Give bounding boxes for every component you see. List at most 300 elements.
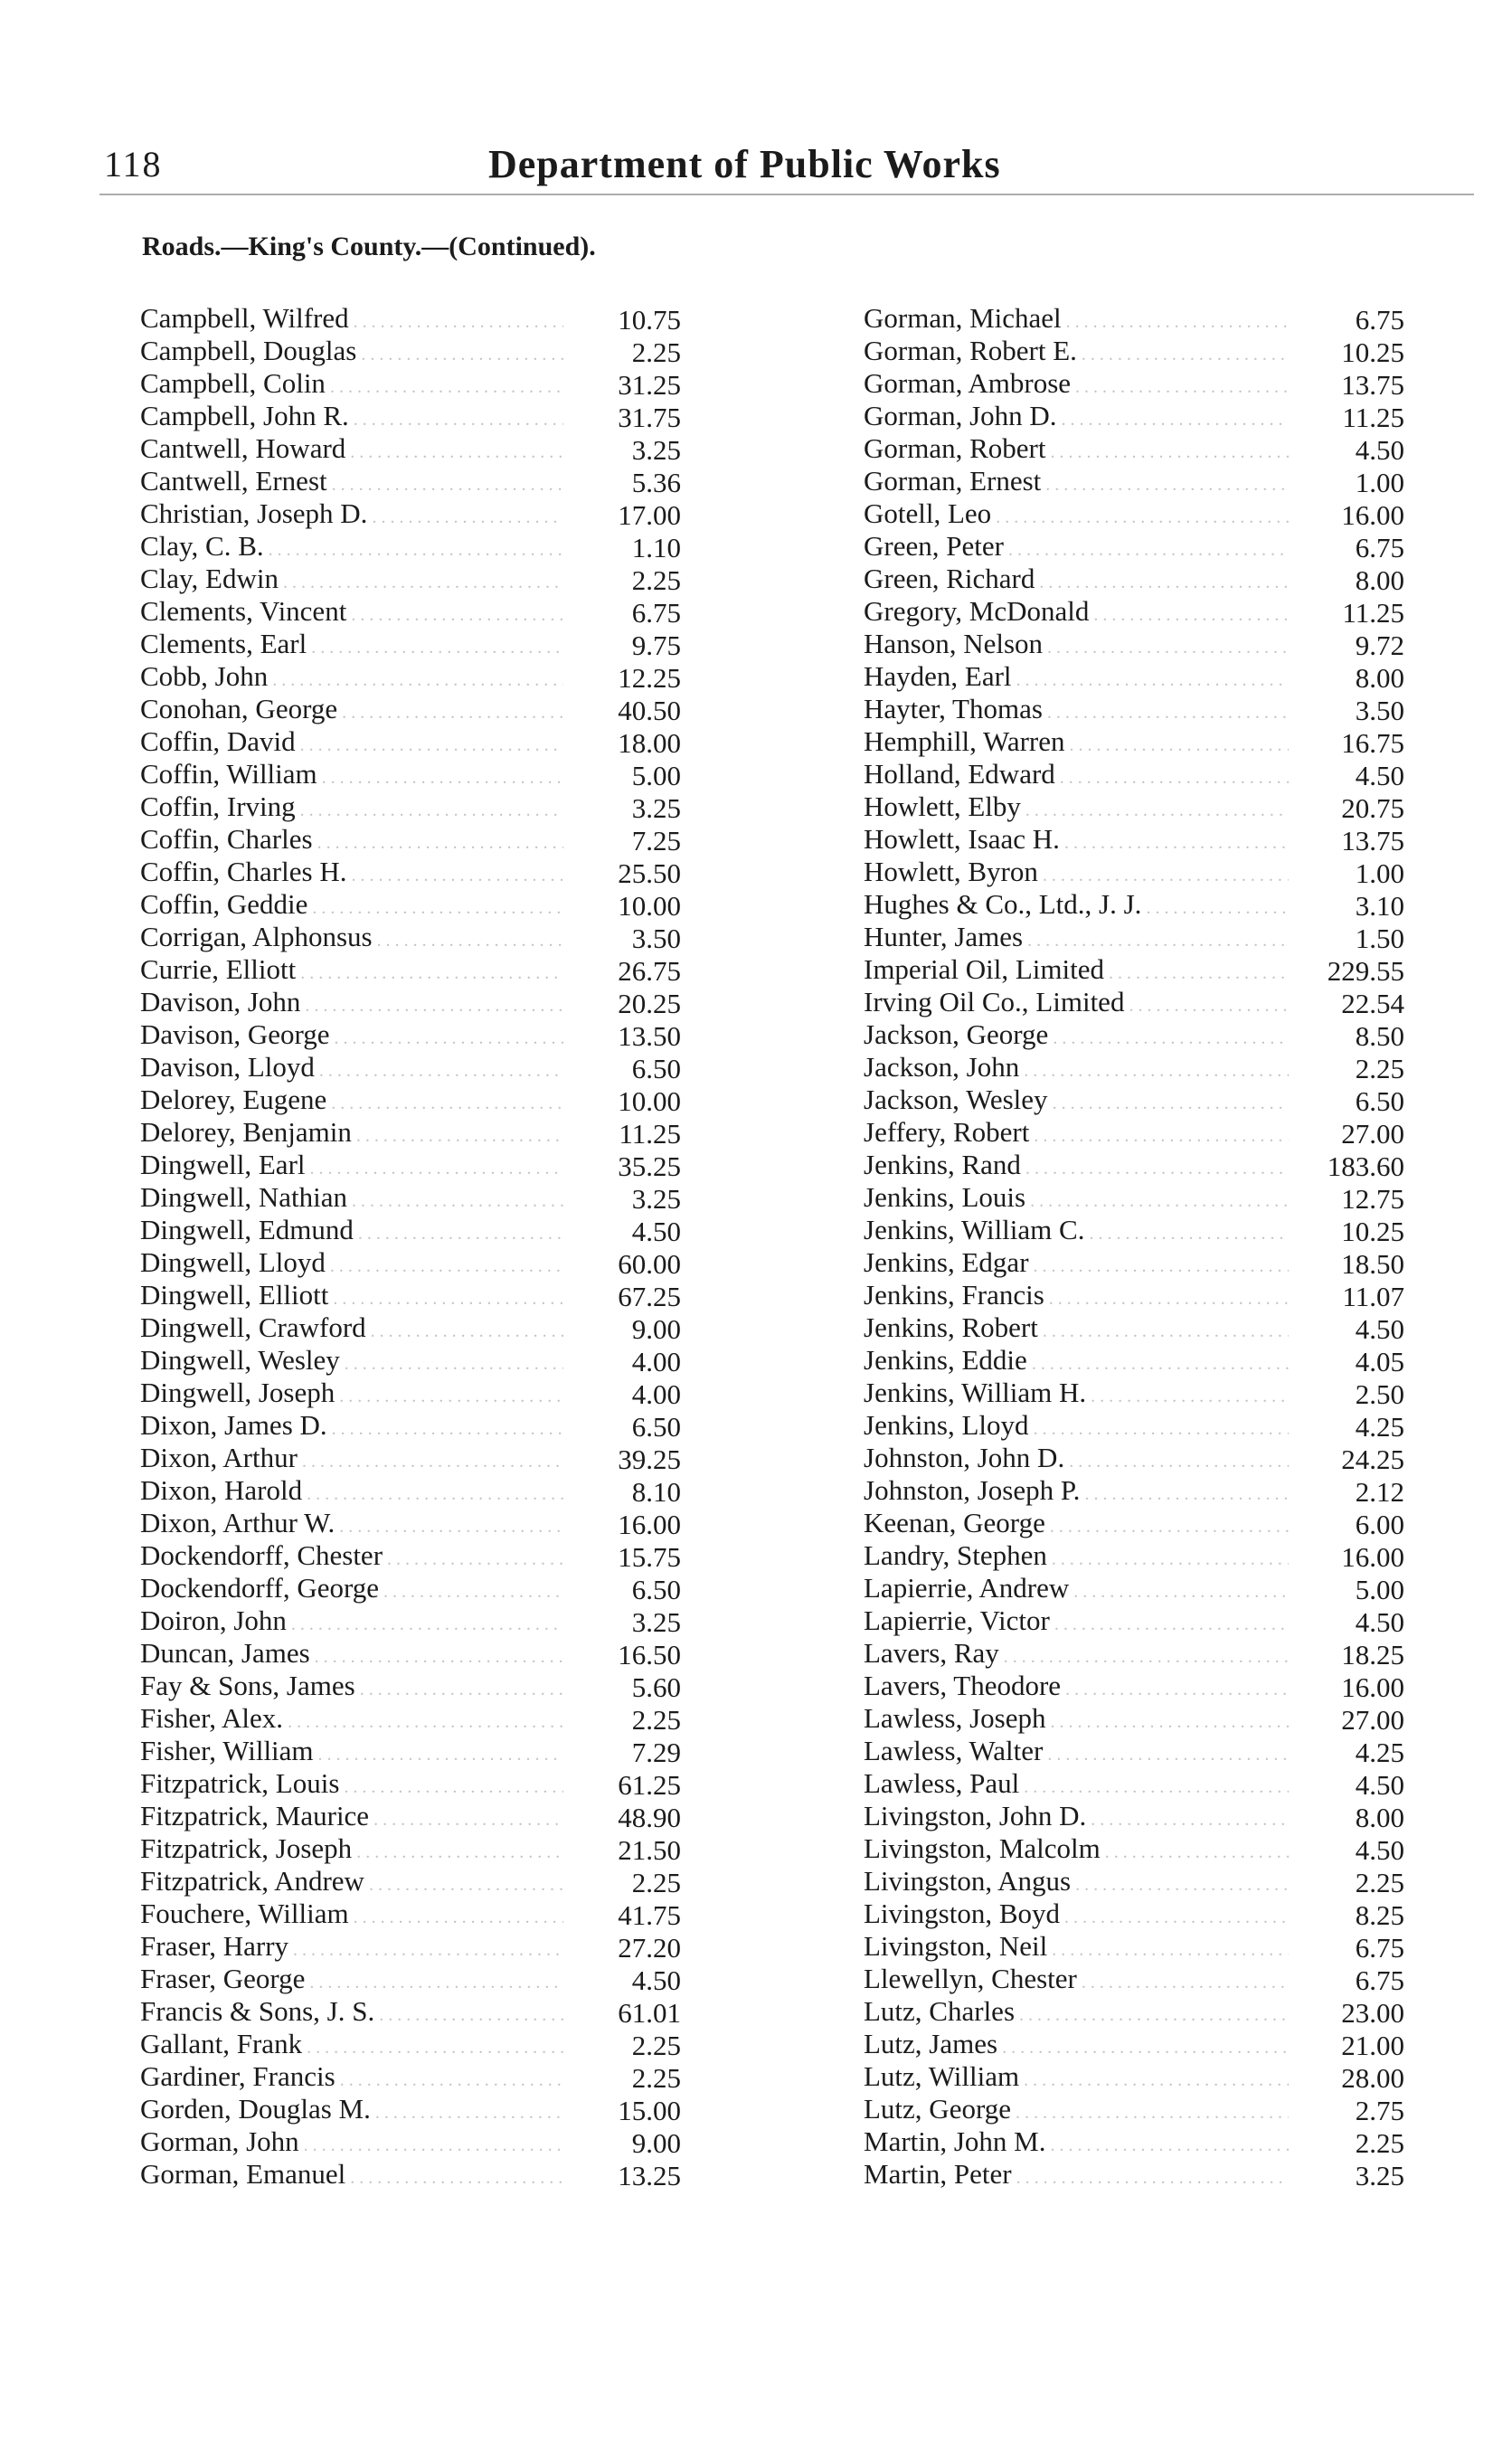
ledger-entry [140, 1964, 681, 1997]
ledger-entry [140, 1867, 681, 1899]
payee-name: Dingwell, Nathian . . . [140, 1181, 563, 1217]
payment-amount: 6.75 [1355, 304, 1404, 336]
payee-name: Gorden, Douglas M. . . . [140, 2093, 563, 2129]
payee-name: Dingwell, Crawford . . . [140, 1311, 563, 1348]
ledger-entry [864, 1964, 1404, 1997]
payment-amount: 2.25 [631, 1704, 681, 1736]
payee-name: Dockendorff, Chester . . . [140, 1539, 563, 1576]
payment-amount: 10.75 [618, 304, 681, 336]
payment-amount: 12.25 [618, 662, 681, 694]
ledger-entry [864, 1574, 1404, 1606]
payee-name: Coffin, Charles H. . . . [140, 856, 563, 892]
payee-name: Johnston, John D. . . . [864, 1442, 1289, 1478]
ledger-entry [140, 304, 681, 336]
ledger-entry [864, 1932, 1404, 1964]
payment-amount: 17.00 [618, 499, 681, 531]
payment-amount: 8.00 [1355, 1802, 1404, 1833]
payee-name: Gorman, Michael . . . [864, 302, 1289, 338]
payee-name: Lutz, George . . . [864, 2093, 1289, 2129]
payment-amount: 4.50 [1355, 1834, 1404, 1866]
payment-amount: 20.25 [618, 988, 681, 1019]
payee-name: Cantwell, Howard . . . [140, 432, 563, 469]
payee-name: Dixon, Arthur W. . . . [140, 1507, 563, 1543]
payee-name: Hunter, James . . . [864, 921, 1289, 957]
payment-amount: 35.25 [618, 1150, 681, 1182]
payee-name: Clements, Vincent . . . [140, 595, 563, 631]
ledger-entry [864, 1411, 1404, 1443]
ledger-entry [864, 1704, 1404, 1737]
payment-amount: 4.25 [1355, 1737, 1404, 1768]
payment-amount: 40.50 [618, 695, 681, 726]
ledger-entry [864, 2062, 1404, 2095]
payment-amount: 2.50 [1355, 1378, 1404, 1410]
payee-name: Jackson, John . . . [864, 1051, 1289, 1087]
ledger-entry [864, 955, 1404, 988]
payee-name: Howlett, Elby . . . [864, 790, 1289, 827]
payment-amount: 7.25 [631, 825, 681, 857]
payee-name: Fraser, Harry . . . [140, 1930, 563, 1966]
payee-name: Jenkins, Rand . . . [864, 1149, 1289, 1185]
payee-name: Keenan, George . . . [864, 1507, 1289, 1543]
ledger-entry [140, 2030, 681, 2062]
payee-name: Lawless, Joseph . . . [864, 1702, 1289, 1738]
payment-amount: 28.00 [1341, 2062, 1404, 2094]
ledger-entry [140, 955, 681, 988]
payment-amount: 60.00 [618, 1248, 681, 1280]
ledger-entry [140, 727, 681, 760]
ledger-entry [140, 1378, 681, 1411]
ledger-entry [864, 857, 1404, 890]
payee-name: Coffin, Charles . . . [140, 823, 563, 859]
payment-amount: 13.50 [618, 1020, 681, 1052]
payee-name: Gotell, Leo . . . [864, 497, 1289, 534]
payment-amount: 3.25 [631, 434, 681, 466]
ledger-entry [140, 336, 681, 369]
ledger-entry [864, 1606, 1404, 1639]
payment-amount: 16.75 [1341, 727, 1404, 759]
payee-name: Fitzpatrick, Louis . . . [140, 1767, 563, 1803]
payee-name: Coffin, David . . . [140, 725, 563, 762]
ledger-entry [140, 1313, 681, 1346]
ledger-entry [864, 336, 1404, 369]
payee-name: Lawless, Paul . . . [864, 1767, 1289, 1803]
ledger-entry [140, 1541, 681, 1574]
payment-amount: 12.75 [1341, 1183, 1404, 1215]
payee-name: Howlett, Isaac H. . . . [864, 823, 1289, 859]
ledger-entry [140, 1932, 681, 1964]
payee-name: Lapierrie, Andrew . . . [864, 1572, 1289, 1608]
ledger-entry [864, 792, 1404, 825]
payment-amount: 5.36 [631, 467, 681, 498]
payee-name: Hayden, Earl . . . [864, 660, 1289, 696]
payee-name: Corrigan, Alphonsus . . . [140, 921, 563, 957]
payee-name: Green, Peter . . . [864, 530, 1289, 566]
payee-name: Davison, John . . . [140, 986, 563, 1022]
payment-amount: 4.50 [631, 1216, 681, 1247]
ledger-entry [864, 1737, 1404, 1769]
ledger-entry [140, 499, 681, 532]
payment-amount: 16.00 [1341, 499, 1404, 531]
payee-name: Coffin, William . . . [140, 758, 563, 794]
ledger-entry [864, 304, 1404, 336]
ledger-entry [140, 564, 681, 597]
payment-amount: 6.50 [1355, 1085, 1404, 1117]
left-column [140, 302, 681, 2191]
ledger-entry [140, 532, 681, 564]
ledger-entry [864, 1541, 1404, 1574]
payee-name: Dingwell, Earl . . . [140, 1149, 563, 1185]
payee-name: Clay, Edwin . . . [140, 563, 563, 599]
ledger-entry [140, 2160, 681, 2192]
ledger-entry [140, 1671, 681, 1704]
payee-name: Gorman, John D. . . . [864, 400, 1289, 436]
payment-amount: 31.25 [618, 369, 681, 401]
payment-amount: 15.00 [618, 2095, 681, 2126]
payment-amount: 2.25 [1355, 1867, 1404, 1898]
ledger-entry [140, 1639, 681, 1671]
ledger-entry [864, 1476, 1404, 1509]
payment-amount: 3.10 [1355, 890, 1404, 922]
payee-name: Jeffery, Robert . . . [864, 1116, 1289, 1152]
ledger-entry [864, 1346, 1404, 1378]
ledger-entry [140, 1769, 681, 1802]
payment-amount: 4.50 [1355, 760, 1404, 791]
ledger-entry [864, 825, 1404, 857]
page-number: 118 [104, 144, 163, 185]
payment-amount: 13.75 [1341, 825, 1404, 857]
ledger-entry [140, 1183, 681, 1216]
payee-name: Gorman, Ernest . . . [864, 465, 1289, 501]
payment-amount: 3.25 [631, 1183, 681, 1215]
ledger-entry [864, 1671, 1404, 1704]
ledger-entry [140, 1704, 681, 1737]
ledger-entry [140, 792, 681, 825]
payee-name: Gallant, Frank . . . [140, 2028, 563, 2064]
payee-name: Irving Oil Co., Limited . . . [864, 986, 1289, 1022]
ledger-entry [140, 662, 681, 695]
payment-amount: 4.25 [1355, 1411, 1404, 1443]
payment-amount: 6.75 [1355, 532, 1404, 563]
payment-amount: 3.50 [631, 923, 681, 954]
payment-amount: 9.00 [631, 2127, 681, 2159]
payee-name: Francis & Sons, J. S. . . . [140, 1995, 563, 2031]
payee-name: Clay, C. B. . . . [140, 530, 563, 566]
payment-amount: 15.75 [618, 1541, 681, 1573]
payee-name: Dingwell, Wesley . . . [140, 1344, 563, 1380]
payment-amount: 2.25 [1355, 2127, 1404, 2159]
ledger-entry [864, 1834, 1404, 1867]
payment-amount: 16.00 [618, 1509, 681, 1540]
payee-name: Doiron, John . . . [140, 1604, 563, 1641]
payment-amount: 6.50 [631, 1411, 681, 1443]
ledger-entry [864, 1997, 1404, 2030]
payment-amount: 3.25 [631, 792, 681, 824]
payment-amount: 2.25 [1355, 1053, 1404, 1084]
payee-name: Lapierrie, Victor . . . [864, 1604, 1289, 1641]
payment-amount: 10.00 [618, 1085, 681, 1117]
payee-name: Campbell, John R. . . . [140, 400, 563, 436]
ledger-entry [140, 1606, 681, 1639]
ledger-entry [140, 1053, 681, 1085]
payment-amount: 3.50 [1355, 695, 1404, 726]
payment-amount: 4.05 [1355, 1346, 1404, 1377]
ledger-entry [864, 727, 1404, 760]
payment-amount: 11.25 [619, 1118, 681, 1150]
ledger-entry [864, 1867, 1404, 1899]
payee-name: Duncan, James . . . [140, 1637, 563, 1673]
payment-amount: 26.75 [618, 955, 681, 987]
ledger-entry [140, 402, 681, 434]
payee-name: Jenkins, Francis . . . [864, 1279, 1289, 1315]
payment-amount: 8.00 [1355, 564, 1404, 596]
payee-name: Landry, Stephen . . . [864, 1539, 1289, 1576]
payment-amount: 22.54 [1341, 988, 1404, 1019]
payee-name: Christian, Joseph D. . . . [140, 497, 563, 534]
payment-amount: 2.25 [631, 1867, 681, 1898]
payee-name: Dockendorff, George . . . [140, 1572, 563, 1608]
payment-amount: 18.25 [1341, 1639, 1404, 1671]
payment-amount: 48.90 [618, 1802, 681, 1833]
payee-name: Dingwell, Joseph . . . [140, 1377, 563, 1413]
payee-name: Jenkins, Edgar . . . [864, 1246, 1289, 1283]
ledger-entry [864, 988, 1404, 1020]
ledger-entry [864, 2160, 1404, 2192]
payment-amount: 2.25 [631, 2030, 681, 2061]
payee-name: Cantwell, Ernest . . . [140, 465, 563, 501]
ledger-entry [140, 1216, 681, 1248]
payment-amount: 18.00 [618, 727, 681, 759]
ledger-entry [864, 1053, 1404, 1085]
ledger-entry [140, 434, 681, 467]
payment-amount: 183.60 [1327, 1150, 1404, 1182]
ledger-entry [140, 1443, 681, 1476]
ledger-entry [864, 1281, 1404, 1313]
ledger-entry [140, 1281, 681, 1313]
payment-amount: 25.50 [618, 857, 681, 889]
ledger-entry [140, 857, 681, 890]
payee-name: Jenkins, William C. . . . [864, 1214, 1289, 1250]
ledger-entry [140, 597, 681, 629]
payee-name: Dingwell, Lloyd . . . [140, 1246, 563, 1283]
payment-amount: 23.00 [1341, 1997, 1404, 2029]
ledger-entry [864, 629, 1404, 662]
payee-name: Lutz, William . . . [864, 2060, 1289, 2097]
payment-amount: 10.25 [1341, 1216, 1404, 1247]
payment-amount: 6.00 [1355, 1509, 1404, 1540]
payment-amount: 4.50 [1355, 1769, 1404, 1801]
payment-amount: 9.00 [631, 1313, 681, 1345]
payment-amount: 2.12 [1355, 1476, 1404, 1508]
payee-name: Hanson, Nelson . . . [864, 628, 1289, 664]
ledger-entry [140, 923, 681, 955]
payment-amount: 9.72 [1355, 629, 1404, 661]
payment-amount: 8.50 [1355, 1020, 1404, 1052]
ledger-entry [140, 629, 681, 662]
payee-name: Fitzpatrick, Maurice . . . [140, 1800, 563, 1836]
payee-name: Gardiner, Francis . . . [140, 2060, 563, 2097]
ledger-entry [140, 1737, 681, 1769]
payment-amount: 9.75 [631, 629, 681, 661]
payment-amount: 2.25 [631, 564, 681, 596]
payee-name: Clements, Earl . . . [140, 628, 563, 664]
payment-amount: 5.60 [631, 1671, 681, 1703]
ledger-entry [864, 890, 1404, 923]
ledger-entry [140, 1020, 681, 1053]
payment-amount: 5.00 [631, 760, 681, 791]
payee-name: Campbell, Wilfred . . . [140, 302, 563, 338]
payment-amount: 2.75 [1355, 2095, 1404, 2126]
payment-amount: 20.75 [1341, 792, 1404, 824]
payment-amount: 27.20 [618, 1932, 681, 1964]
payee-name: Green, Richard . . . [864, 563, 1289, 599]
payment-amount: 4.50 [631, 1964, 681, 1996]
payee-name: Lutz, Charles . . . [864, 1995, 1289, 2031]
ledger-entry [140, 988, 681, 1020]
payee-name: Livingston, Malcolm . . . [864, 1832, 1289, 1869]
payment-amount: 31.75 [618, 402, 681, 433]
payment-amount: 1.00 [1355, 857, 1404, 889]
payment-amount: 6.50 [631, 1574, 681, 1605]
ledger-entry [140, 825, 681, 857]
ledger-entry [864, 1769, 1404, 1802]
payment-amount: 11.25 [1342, 597, 1404, 629]
payment-amount: 6.50 [631, 1053, 681, 1084]
payee-name: Cobb, John . . . [140, 660, 563, 696]
payee-name: Lutz, James . . . [864, 2028, 1289, 2064]
payee-name: Dingwell, Edmund . . . [140, 1214, 563, 1250]
ledger-entry [864, 1509, 1404, 1541]
ledger-entry [140, 1150, 681, 1183]
ledger-entry [864, 2030, 1404, 2062]
payment-amount: 2.25 [631, 336, 681, 368]
payment-amount: 3.25 [1355, 2160, 1404, 2191]
ledger-entry [140, 2095, 681, 2127]
payee-name: Johnston, Joseph P. . . . [864, 1474, 1289, 1510]
payee-name: Livingston, John D. . . . [864, 1800, 1289, 1836]
payee-name: Llewellyn, Chester . . . [864, 1963, 1289, 1999]
payment-amount: 5.00 [1355, 1574, 1404, 1605]
ledger-entry [140, 1085, 681, 1118]
payee-name: Conohan, George . . . [140, 693, 563, 729]
payee-name: Dixon, Harold . . . [140, 1474, 563, 1510]
payee-name: Holland, Edward . . . [864, 758, 1289, 794]
section-heading: Roads.—King's County.—(Continued). [142, 232, 596, 261]
payment-amount: 11.25 [1342, 402, 1404, 433]
payment-amount: 10.00 [618, 890, 681, 922]
payee-name: Campbell, Colin . . . [140, 367, 563, 403]
payment-amount: 67.25 [618, 1281, 681, 1312]
payment-amount: 16.00 [1341, 1671, 1404, 1703]
payment-amount: 1.50 [1355, 923, 1404, 954]
payee-name: Hemphill, Warren . . . [864, 725, 1289, 762]
ledger-entry [864, 1802, 1404, 1834]
payee-name: Gorman, John . . . [140, 2125, 563, 2162]
payee-name: Livingston, Angus . . . [864, 1865, 1289, 1901]
payment-amount: 1.00 [1355, 467, 1404, 498]
ledger-entry [140, 695, 681, 727]
payment-amount: 27.00 [1341, 1704, 1404, 1736]
ledger-entry [140, 1574, 681, 1606]
payee-name: Gorman, Robert E. . . . [864, 335, 1289, 371]
payment-amount: 2.25 [631, 2062, 681, 2094]
ledger-entry [864, 1313, 1404, 1346]
payment-amount: 61.25 [618, 1769, 681, 1801]
payee-name: Fisher, William . . . [140, 1735, 563, 1771]
payee-name: Currie, Elliott . . . [140, 953, 563, 989]
payment-amount: 18.50 [1341, 1248, 1404, 1280]
payment-amount: 8.25 [1355, 1899, 1404, 1931]
payee-name: Jenkins, Robert . . . [864, 1311, 1289, 1348]
payee-name: Fay & Sons, James . . . [140, 1670, 563, 1706]
payee-name: Martin, John M. . . . [864, 2125, 1289, 2162]
payment-amount: 21.00 [1341, 2030, 1404, 2061]
payee-name: Delorey, Eugene . . . [140, 1084, 563, 1120]
ledger-entry [140, 1997, 681, 2030]
payment-amount: 11.07 [1342, 1281, 1404, 1312]
payee-name: Dingwell, Elliott . . . [140, 1279, 563, 1315]
payee-name: Livingston, Boyd . . . [864, 1898, 1289, 1934]
ledger-entry [864, 467, 1404, 499]
ledger-entry [864, 1150, 1404, 1183]
ledger-entry [140, 369, 681, 402]
header-rule [99, 194, 1474, 195]
payment-amount: 4.50 [1355, 434, 1404, 466]
ledger-entry [864, 434, 1404, 467]
ledger-entry [864, 1443, 1404, 1476]
payment-amount: 27.00 [1341, 1118, 1404, 1150]
payee-name: Davison, Lloyd . . . [140, 1051, 563, 1087]
payment-amount: 21.50 [618, 1834, 681, 1866]
ledger-entry [140, 1476, 681, 1509]
payment-amount: 4.50 [1355, 1606, 1404, 1638]
ledger-entry [864, 1639, 1404, 1671]
payment-amount: 13.25 [618, 2160, 681, 2191]
ledger-entry [864, 662, 1404, 695]
payment-amount: 4.50 [1355, 1313, 1404, 1345]
payee-name: Gorman, Emanuel . . . [140, 2158, 563, 2194]
payee-name: Dixon, Arthur . . . [140, 1442, 563, 1478]
payee-name: Fouchere, William . . . [140, 1898, 563, 1934]
payment-amount: 8.10 [631, 1476, 681, 1508]
payment-amount: 39.25 [618, 1443, 681, 1475]
payee-name: Fraser, George . . . [140, 1963, 563, 1999]
payment-amount: 16.00 [1341, 1541, 1404, 1573]
payment-amount: 61.01 [618, 1997, 681, 2029]
payment-amount: 8.00 [1355, 662, 1404, 694]
ledger-entry [864, 402, 1404, 434]
ledger-entry [864, 564, 1404, 597]
ledger-entry [864, 1183, 1404, 1216]
payee-name: Lavers, Theodore . . . [864, 1670, 1289, 1706]
payment-amount: 6.75 [631, 597, 681, 629]
payee-name: Coffin, Geddie . . . [140, 888, 563, 924]
page-title: Department of Public Works [488, 142, 1001, 186]
payment-amount: 24.25 [1341, 1443, 1404, 1475]
payment-amount: 3.25 [631, 1606, 681, 1638]
payment-amount: 6.75 [1355, 1932, 1404, 1964]
ledger-entry [140, 2127, 681, 2160]
ledger-entry [140, 1118, 681, 1150]
ledger-entry [864, 1248, 1404, 1281]
payee-name: Hughes & Co., Ltd., J. J. . . . [864, 888, 1289, 924]
ledger-entry [140, 1411, 681, 1443]
payee-name: Fisher, Alex. . . . [140, 1702, 563, 1738]
payment-amount: 4.00 [631, 1346, 681, 1377]
payee-name: Gorman, Ambrose . . . [864, 367, 1289, 403]
payee-name: Jenkins, Eddie . . . [864, 1344, 1289, 1380]
ledger-entry [140, 1509, 681, 1541]
ledger-entry [140, 1834, 681, 1867]
